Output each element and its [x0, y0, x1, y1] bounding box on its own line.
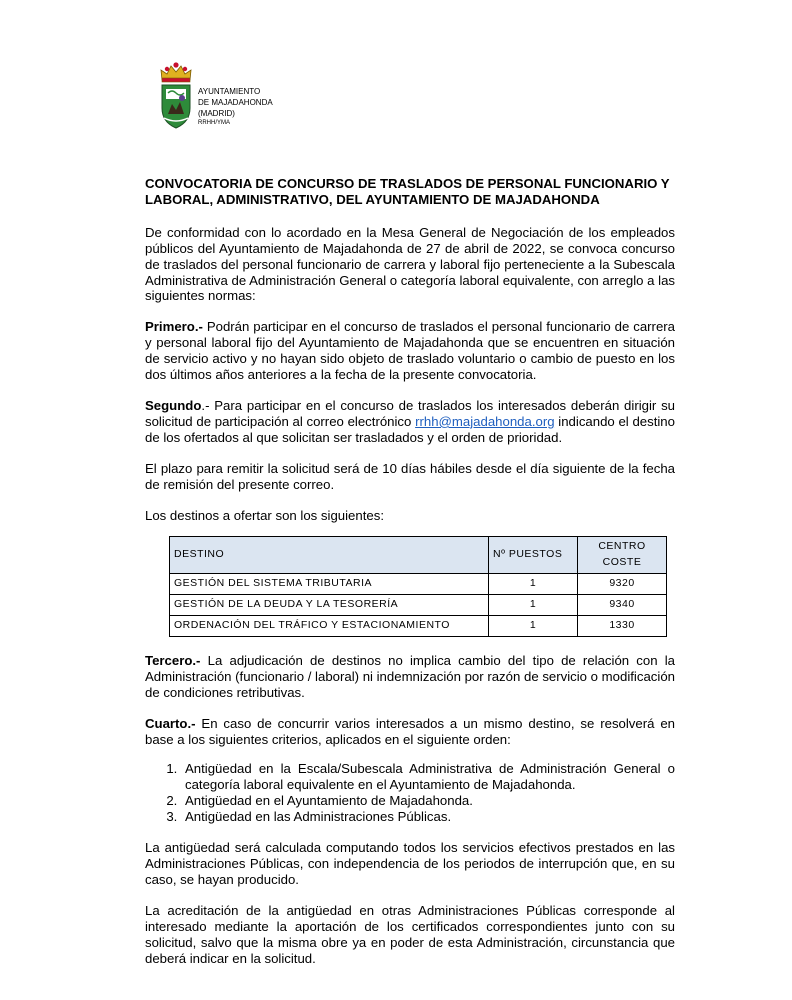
- tercero-label: Tercero.-: [145, 652, 201, 668]
- plazo-paragraph: El plazo para remitir la solicitud será de 10 días hábiles desde el día siguiente de la fecha de remisión del presente correo.: [145, 460, 675, 492]
- primero-label: Primero.-: [145, 319, 203, 335]
- destinos-intro: Los destinos a ofertar son los siguientes:: [145, 507, 384, 523]
- criteria-list: [145, 761, 675, 825]
- primero-text: Podrán participar en el concurso de traslados el personal funcionario de carrera y personal laboral fijo del Ayuntamiento de Majadahonda que se encuentren en situación de servicio activo y no hayan sido objeto de traslado voluntario o cambio de puesto en los dos últimos años anteriores a la fecha de la presente convocatoria.: [145, 319, 675, 383]
- segundo-label: Segundo: [145, 397, 202, 413]
- document-title: CONVOCATORIA DE CONCURSO DE TRASLADOS DE PERSONAL FUNCIONARIO Y LABORAL, ADMINISTRATIVO, DEL AYUNTAMIENTO DE MAJADAHONDA: [145, 176, 670, 207]
- table-row: [170, 616, 667, 637]
- cell-puestos: 1: [489, 574, 578, 595]
- segundo-text-a: .- Para participar en el concurso de traslados los interesados deberán dirigir su solicitud de participación al correo electrónico: [145, 397, 675, 429]
- header-line-1: AYUNTAMIENTO: [198, 87, 261, 96]
- document-body: [145, 176, 675, 981]
- cell-puestos: 1: [489, 595, 578, 616]
- header-line-3: (MADRID): [198, 109, 235, 118]
- destinations-table: [169, 536, 667, 637]
- cuarto-text: En caso de concurrir varios interesados a un mismo destino, se resolverá en base a los siguientes criterios, aplicados en el siguiente orden:: [145, 715, 675, 747]
- acreditacion-paragraph: La acreditación de la antigüedad en otras Administraciones Públicas corresponde al interesado mediante la aportación de los certificados correspondientes junto con su solicitud, salvo que la misma obre ya en poder de esta Administración, circunstancia que deberá indicar en la solicitud.: [145, 902, 675, 966]
- cell-destino: ORDENACIÓN DEL TRÁFICO Y ESTACIONAMIENTO: [170, 616, 489, 637]
- segundo-paragraph: [145, 398, 675, 446]
- antiguedad-paragraph: La antigüedad será calculada computando todos los servicios efectivos prestados en las Administraciones Públicas, con independencia de los periodos de interrupción que, en su caso, se hayan producido.: [145, 840, 675, 887]
- tercero-text: La adjudicación de destinos no implica cambio del tipo de relación con la Administración (funcionario / laboral) ni indemnización por razón de servicio o modificación de condiciones retributivas.: [145, 652, 675, 700]
- list-item: 2. Antigüedad en el Ayuntamiento de Majadahonda.: [181, 793, 675, 809]
- municipal-crest-logo: [158, 58, 194, 130]
- table-row: [170, 574, 667, 595]
- table-row: [170, 595, 667, 616]
- header-puestos: Nº PUESTOS: [489, 537, 578, 574]
- tercero-paragraph: [145, 653, 675, 701]
- cell-destino: GESTIÓN DEL SISTEMA TRIBUTARIA: [170, 574, 489, 595]
- segundo-text-b: indicando el destino de los ofertados al que solicitan ser trasladados y el orden de prioridad.: [145, 413, 675, 445]
- list-item: 1. Antigüedad en la Escala/Subescala Administrativa de Administración General o categoría laboral equivalente en el Ayuntamiento de Majadahonda.: [181, 761, 675, 793]
- institution-header: [198, 86, 273, 128]
- cuarto-label: Cuarto.-: [145, 715, 196, 731]
- header-line-2: DE MAJADAHONDA: [198, 98, 273, 107]
- header-code: RRHH/YMA: [198, 120, 231, 126]
- intro-paragraph: De conformidad con lo acordado en la Mesa General de Negociación de los empleados públicos del Ayuntamiento de Majadahonda de 27 de abril de 2022, se convoca concurso de traslados del personal funcionario de carrera y laboral fijo perteneciente a la Subescala Administrativa de Administración General o categoría laboral equivalente, con arreglo a las siguientes normas:: [145, 224, 675, 304]
- list-item: 3. Antigüedad en las Administraciones Públicas.: [181, 809, 675, 825]
- primero-paragraph: [145, 319, 675, 383]
- header-destino: DESTINO: [170, 537, 489, 574]
- cell-centro-coste: 1330: [578, 616, 667, 637]
- cuarto-paragraph: [145, 716, 675, 748]
- cell-destino: GESTIÓN DE LA DEUDA Y LA TESORERÍA: [170, 595, 489, 616]
- email-link[interactable]: rrhh@majadahonda.org: [415, 413, 555, 429]
- table-header-row: [170, 537, 667, 574]
- header-centro-coste: CENTRO COSTE: [578, 537, 667, 574]
- cell-centro-coste: 9320: [578, 574, 667, 595]
- cell-puestos: 1: [489, 616, 578, 637]
- cell-centro-coste: 9340: [578, 595, 667, 616]
